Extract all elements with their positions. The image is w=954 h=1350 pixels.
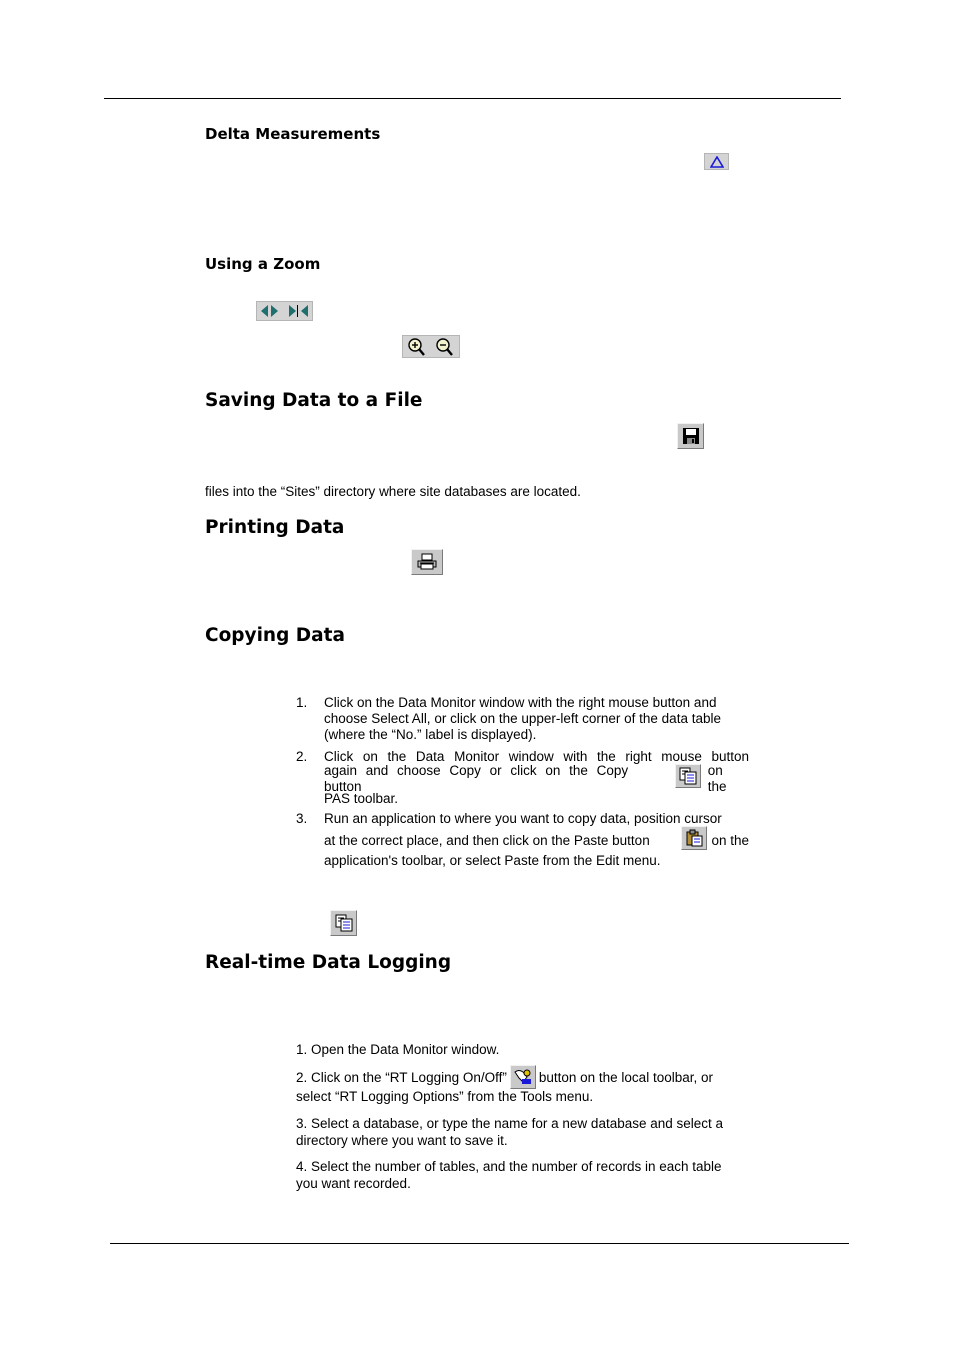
- copy-step-1-number: 1.: [296, 695, 308, 710]
- copy-step-3: [324, 811, 749, 869]
- logging-step-2-line-1a: 2. Click on the “RT Logging On/Off”: [296, 1070, 507, 1085]
- printing-heading: Printing Data: [205, 517, 345, 538]
- logging-step-4: [296, 1159, 756, 1192]
- copy-step-2-line-1: Click on the Data Monitor window with the right mouse button: [324, 749, 749, 764]
- copy-step-1: [324, 695, 749, 743]
- logging-step-4-line-1: 4. Select the number of tables, and the number of records in each table: [296, 1159, 722, 1174]
- saving-heading: Saving Data to a File: [205, 390, 423, 411]
- logging-step-1: 1. Open the Data Monitor window.: [296, 1042, 500, 1057]
- copy-step-3-line-3: application's toolbar, or select Paste from the Edit menu.: [324, 853, 661, 868]
- copy-step-3-number: 3.: [296, 811, 308, 826]
- copy-icon[interactable]: [675, 764, 701, 788]
- logging-step-3-line-1: 3. Select a database, or type the name for a new database and select a: [296, 1116, 724, 1131]
- logging-step-2: [296, 1066, 751, 1105]
- printer-icon[interactable]: [411, 549, 443, 575]
- copy-step-2-line-3: PAS toolbar.: [324, 791, 399, 806]
- copy-step-2-line-2b: on the: [707, 763, 727, 794]
- saving-text: files into the “Sites” directory where site databases are located.: [205, 484, 581, 499]
- floppy-disk-icon[interactable]: [677, 423, 704, 449]
- footer-rule: [110, 1243, 849, 1244]
- header-rule: [104, 98, 841, 99]
- logging-step-3: [296, 1116, 756, 1149]
- copy-step-1-line-2: choose Select All, or click on the upper-left corner of the data table: [324, 711, 721, 726]
- logging-step-2-line-1b: button on the local toolbar, or: [538, 1070, 713, 1085]
- copying-heading: Copying Data: [205, 625, 345, 646]
- zoom-heading: Using a Zoom: [205, 255, 321, 273]
- paste-icon[interactable]: [681, 826, 707, 850]
- copy-step-3-line-1: Run an application to where you want to copy data, position cursor: [324, 811, 722, 826]
- logging-heading: Real-time Data Logging: [205, 952, 452, 973]
- delta-icon[interactable]: [704, 153, 729, 170]
- copy-step-3-line-2a: at the correct place, and then click on the Paste button: [324, 833, 650, 848]
- copy-step-2: [324, 749, 749, 807]
- copy-step-3-line-2b: on the: [711, 833, 749, 848]
- rt-logging-icon[interactable]: [510, 1065, 536, 1089]
- magnifier-icon[interactable]: [402, 335, 460, 358]
- copy-icon-standalone[interactable]: [330, 910, 357, 936]
- copy-step-2-number: 2.: [296, 749, 308, 764]
- copy-step-1-line-3: (where the “No.” label is displayed).: [324, 727, 537, 742]
- zoom-arrows-icon[interactable]: [256, 301, 313, 321]
- logging-step-2-line-2: select “RT Logging Options” from the Tools menu.: [296, 1089, 594, 1104]
- copy-step-1-line-1: Click on the Data Monitor window with the right mouse button and: [324, 695, 717, 710]
- logging-step-4-line-2: you want recorded.: [296, 1176, 411, 1191]
- delta-heading: Delta Measurements: [205, 125, 381, 143]
- copy-step-2-line-2a: again and choose Copy or click on the Copy button: [324, 763, 629, 794]
- logging-step-3-line-2: directory where you want to save it.: [296, 1133, 508, 1148]
